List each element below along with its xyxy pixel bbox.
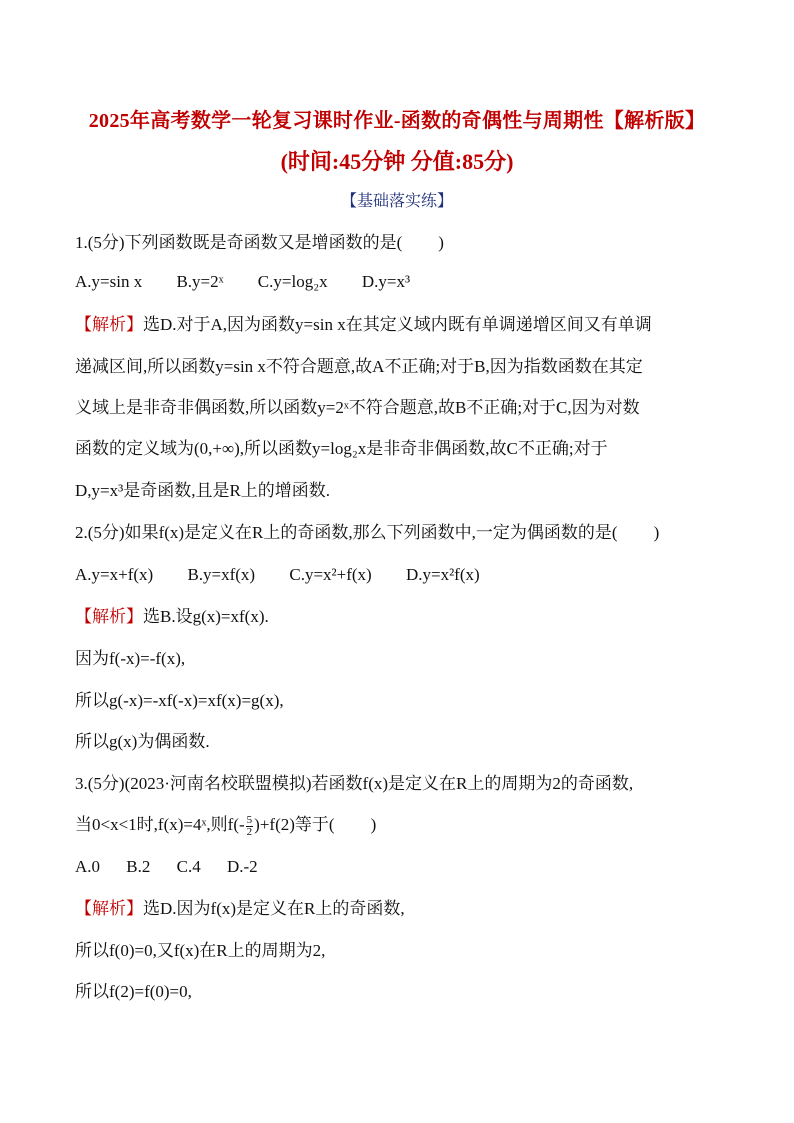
section-heading: 【基础落实练】: [340, 193, 453, 210]
question-2-analysis-line: 【解析】选B.设g(x)=xf(x).: [75, 607, 269, 626]
question-1-analysis-line: D,y=x³是奇函数,且是R上的增函数.: [75, 481, 331, 500]
option-d: D.-2: [226, 857, 258, 876]
question-2-analysis-line: 所以g(x)为偶函数.: [75, 732, 210, 751]
option-b: B.2: [126, 857, 151, 876]
question-3-analysis-line: 所以f(0)=0,又f(x)在R上的周期为2,: [75, 941, 326, 960]
question-1-analysis-line: 【解析】选D.对于A,因为函数y=sin x在其定义域内既有单调递增区间又有单调: [75, 315, 652, 334]
question-1-options: [75, 271, 440, 293]
question-3-stem: 3.(5分)(2023·河南名校联盟模拟)若函数f(x)是定义在R上的周期为2的奇函数,: [75, 774, 634, 793]
question-2-analysis-line: 所以g(-x)=-xf(-x)=xf(x)=g(x),: [75, 691, 284, 710]
question-1-analysis-line: 递减区间,所以函数y=sin x不符合题意,故A不正确;对于B,因为指数函数在其定: [75, 357, 643, 376]
question-1-stem: 1.(5分)下列函数既是奇函数又是增函数的是( ): [75, 233, 444, 252]
option-b: B.y=xf(x): [187, 565, 256, 584]
question-3-analysis-line: 【解析】选D.因为f(x)是定义在R上的奇函数,: [75, 899, 405, 918]
option-d: D.y=x²f(x): [405, 565, 480, 584]
question-2-analysis-line: 因为f(-x)=-f(x),: [75, 649, 186, 668]
analysis-tag: 【解析】: [75, 315, 143, 334]
option-c: C.y=x²+f(x): [289, 565, 372, 584]
option-c: C.y=log₂x: [257, 272, 328, 291]
question-3-options: [75, 856, 288, 878]
question-1-analysis-line: 函数的定义域为(0,+∞),所以函数y=log₂x是非奇非偶函数,故C不正确;对于: [75, 439, 608, 458]
analysis-tag: 【解析】: [75, 899, 143, 918]
fraction: $\frac{5}{2}$: [246, 813, 253, 838]
question-2-stem: 2.(5分)如果f(x)是定义在R上的奇函数,那么下列函数中,一定为偶函数的是( ): [75, 523, 660, 542]
option-d: D.y=x³: [361, 272, 411, 291]
option-a: A.y=x+f(x): [75, 565, 154, 584]
question-3-analysis-line: 所以f(2)=f(0)=0,: [75, 982, 192, 1001]
question-3-stem: 当0<x<1时,f(x)=4ˣ,则f(- $\frac{5}{2}$ )+f(2)等于( ): [75, 813, 377, 838]
option-b: B.y=2ˣ: [176, 272, 224, 291]
analysis-tag: 【解析】: [75, 607, 143, 626]
option-a: A.0: [75, 857, 101, 876]
question-2-options: [75, 564, 510, 586]
option-a: A.y=sin x: [75, 272, 143, 291]
document-subtitle: (时间:45分钟 分值:85分): [280, 149, 514, 174]
question-1-analysis-line: 义域上是非奇非偶函数,所以函数y=2ˣ不符合题意,故B不正确;对于C,因为对数: [75, 398, 640, 417]
option-c: C.4: [176, 857, 201, 876]
document-title: 2025年高考数学一轮复习课时作业-函数的奇偶性与周期性【解析版】: [88, 110, 706, 132]
